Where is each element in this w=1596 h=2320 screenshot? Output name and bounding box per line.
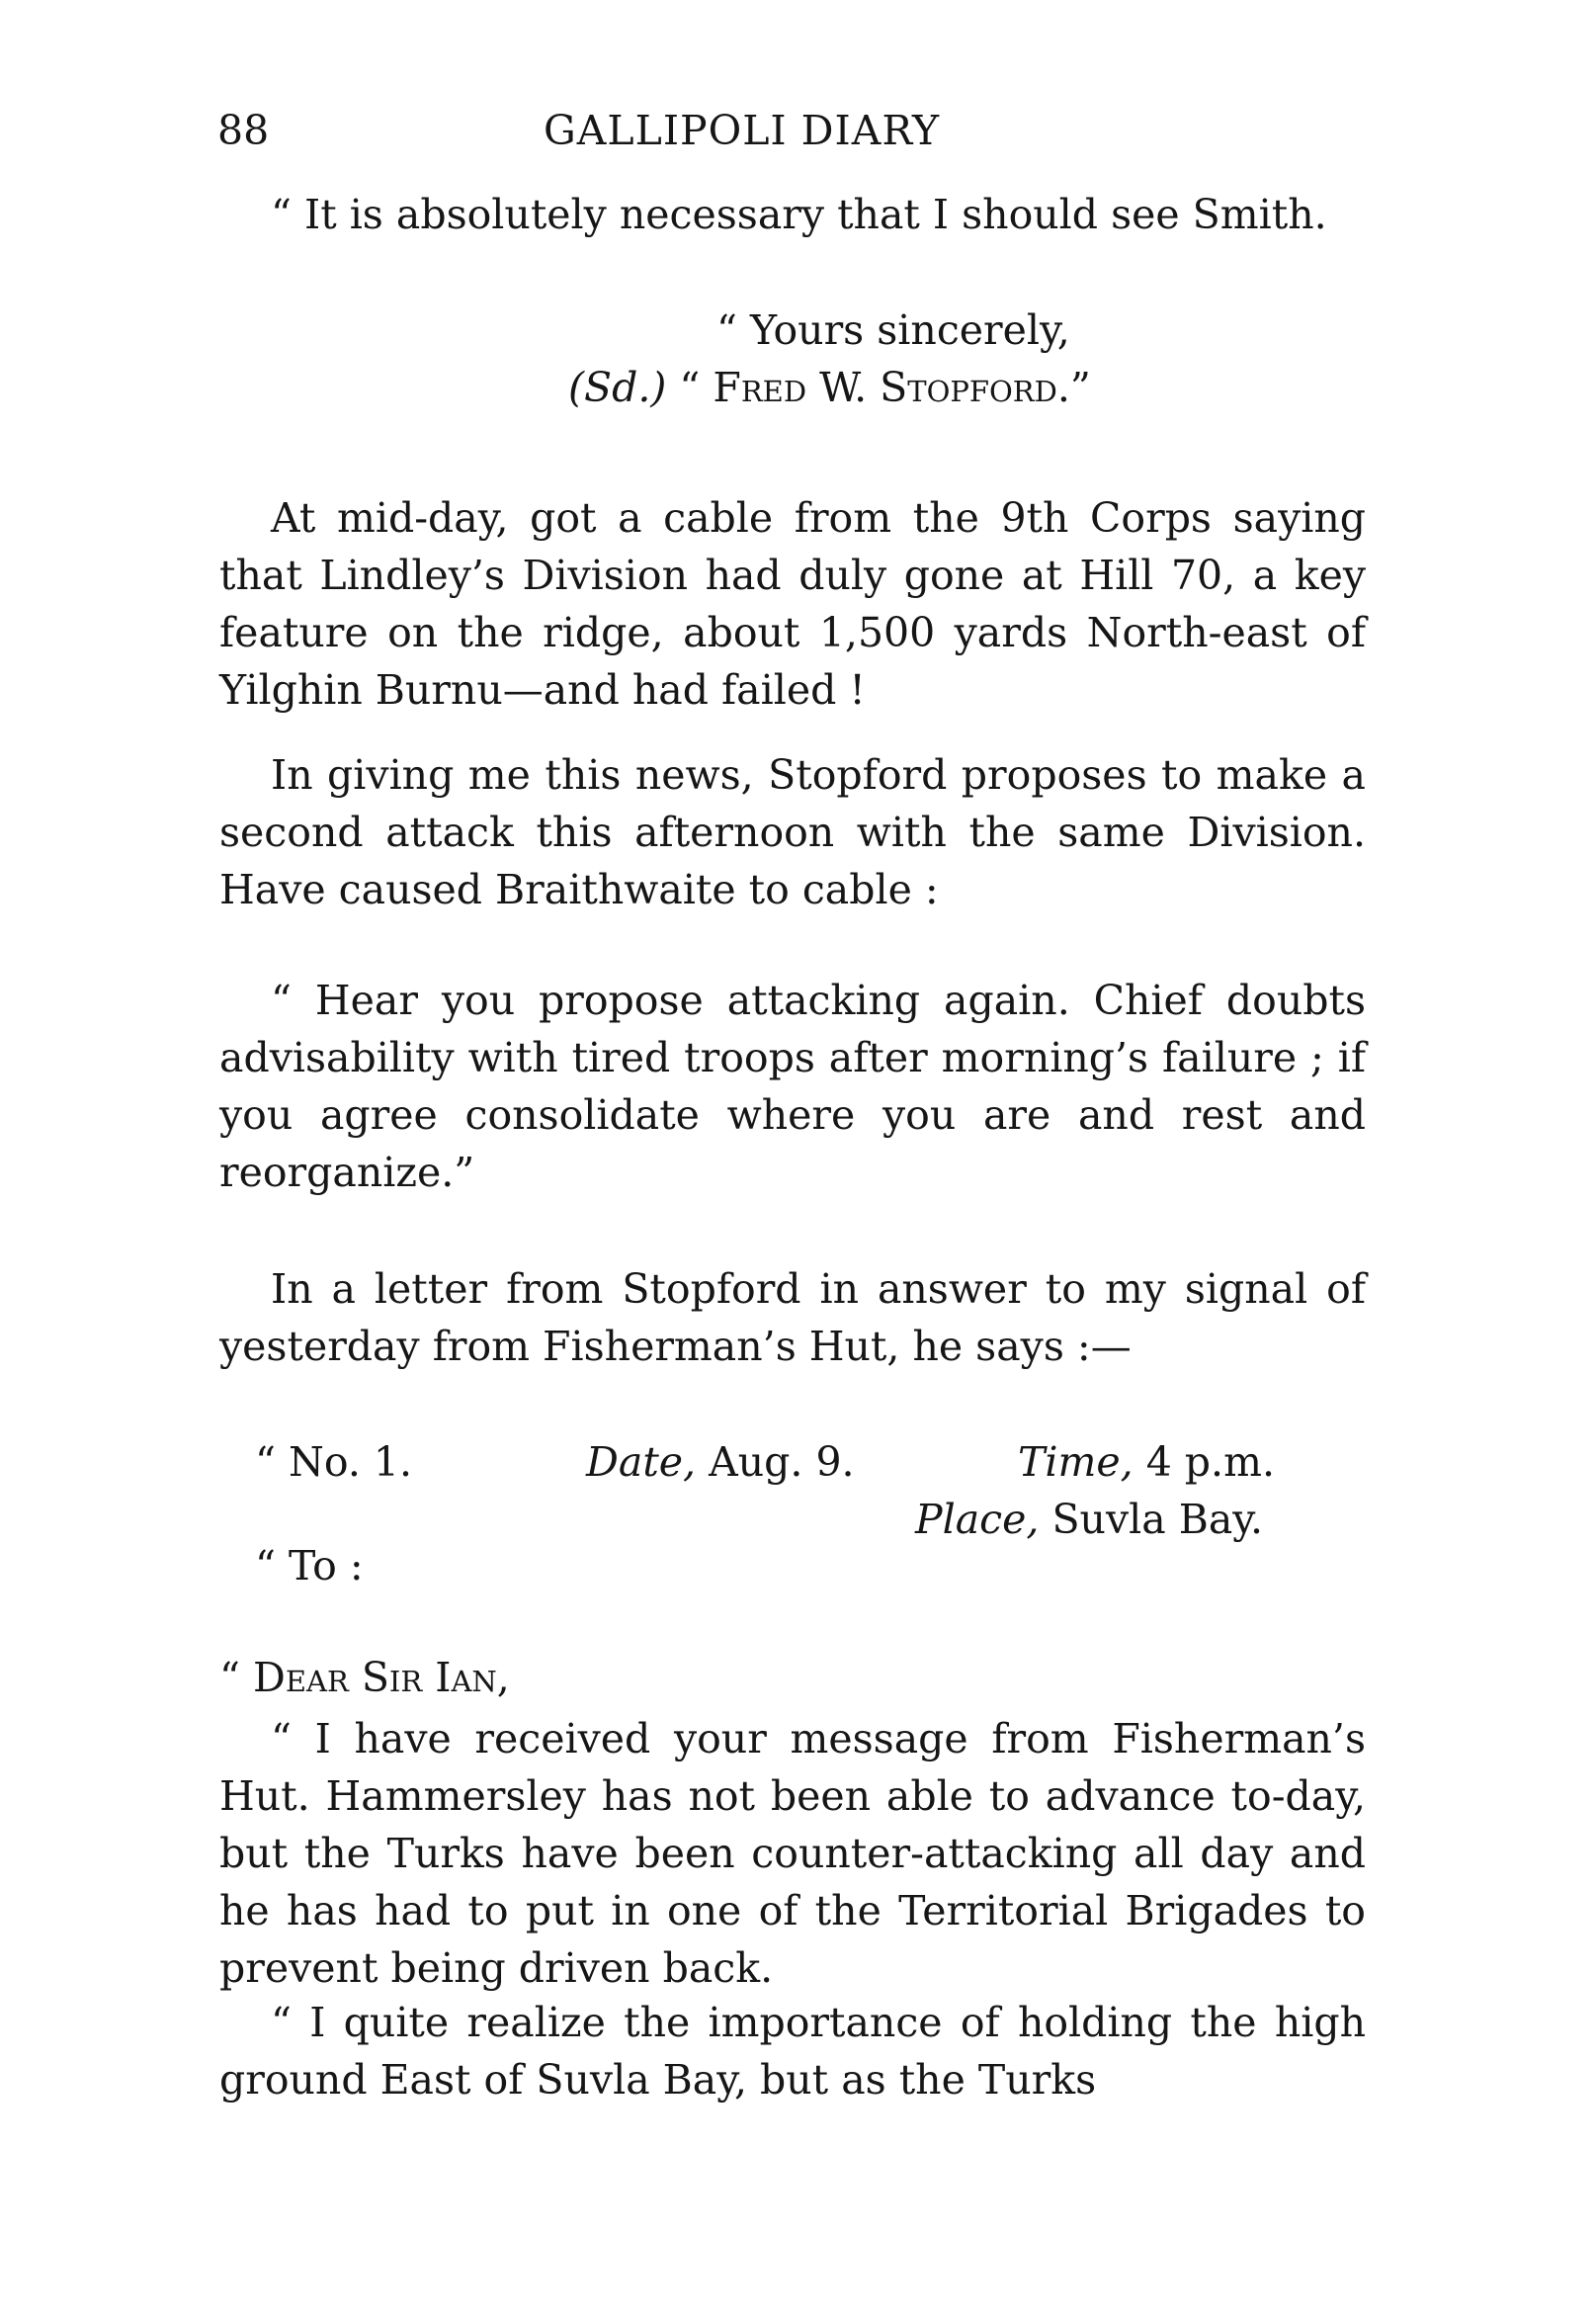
message-to: “ To :: [255, 1542, 364, 1590]
signature-line: [568, 359, 1091, 416]
message-place: [915, 1491, 1263, 1548]
running-title: GALLIPOLI DIARY: [544, 107, 941, 154]
date-label: Date,: [586, 1438, 697, 1486]
message-time: [1018, 1433, 1275, 1491]
date-value: Aug. 9.: [709, 1438, 855, 1486]
paragraph-stopford-proposes: In giving me this news, Stopford proposes to make a second attack this afternoon with the same Division. Have caused Braithwaite to cable :: [219, 751, 1366, 913]
page-header: [217, 99, 1364, 162]
letter-salutation: “ Dear Sir Ian,: [219, 1654, 510, 1701]
paragraph-hammersley: “ I have received your message from Fisherman’s Hut. Hammersley has not been able to advance to-day, but the Turks have been counter-attacking all day and he has had to put in one of the Territorial Brigades to prevent being driven back.: [219, 1715, 1366, 1992]
time-value: 4 p.m.: [1145, 1438, 1275, 1486]
paragraph-smith: “ It is absolutely necessary that I should see Smith.: [271, 191, 1327, 238]
page-number: 88: [217, 107, 270, 154]
time-label: Time,: [1018, 1438, 1134, 1486]
paragraph-high-ground: “ I quite realize the importance of holding the high ground East of Suvla Bay, but as the Turks: [219, 1999, 1366, 2104]
place-label: Place,: [915, 1496, 1040, 1543]
paragraph-letter-intro: In a letter from Stopford in answer to my signal of yesterday from Fisherman’s Hut, he says :—: [219, 1265, 1366, 1370]
message-number: “ No. 1.: [255, 1438, 413, 1486]
quoted-cable: “ Hear you propose attacking again. Chief doubts advisability with tired troops after morning’s failure ; if you agree consolidate where you are and rest and reorganize.”: [219, 977, 1366, 1196]
sd-abbreviation: (Sd.): [568, 364, 667, 411]
message-form-header: [255, 1433, 1322, 1562]
place-value: Suvla Bay.: [1051, 1496, 1264, 1543]
closing-salutation: “ Yours sincerely,: [716, 306, 1070, 354]
signature-name: “ Fred W. Stopford.”: [679, 364, 1091, 411]
message-date: [586, 1433, 855, 1491]
paragraph-cable-9th-corps: At mid-day, got a cable from the 9th Corps saying that Lindley’s Division had duly gone at Hill 70, a key feature on the ridge, about 1,500 yards North-east of Yilghin Burnu—and had failed !: [219, 494, 1366, 714]
